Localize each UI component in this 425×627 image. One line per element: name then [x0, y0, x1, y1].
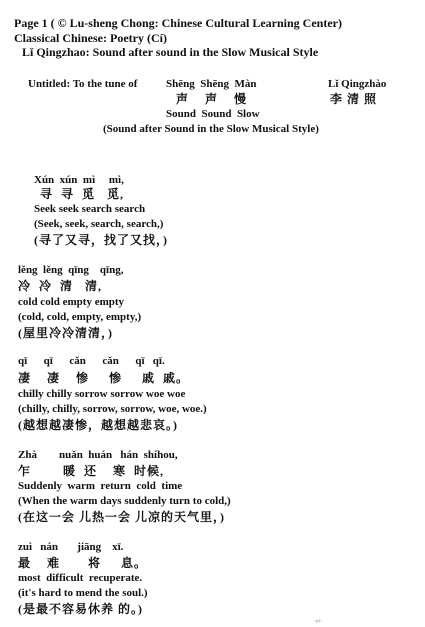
stanza-5-literal: most difficult recuperate.: [18, 572, 143, 584]
stanza-5-pinyin: zuì nán jiāng xī.: [18, 541, 124, 553]
stanza-2-pinyin: lěng lěng qīng qīng,: [18, 264, 124, 276]
author-pinyin: Lǐ Qingzhào: [328, 78, 387, 90]
stanza-1-translation: (Seek, seek, search, search,): [34, 218, 164, 230]
header-line-3: Lǐ Qingzhao: Sound after sound in the Slow Musical Style: [22, 45, 319, 59]
stanza-5-translation: (it's hard to mend the soul.): [18, 587, 148, 599]
stanza-2-literal: cold cold empty empty: [18, 296, 125, 308]
stanza-4-translation: (When the warm days suddenly turn to cold,): [18, 495, 231, 507]
stanza-4-modern: (在这一会 儿热一会 儿凉的天气里，): [18, 510, 225, 524]
subtitle: (Sound after Sound in the Slow Musical Style): [103, 123, 319, 135]
header-line-2: Classical Chinese: Poetry (Cí): [14, 31, 167, 45]
stanza-1-literal: Seek seek search search: [34, 203, 146, 215]
stanza-2-hanzi: 冷 冷 清 清,: [18, 279, 103, 293]
stanza-1-modern: (寻了又寻，找了又找，): [34, 233, 168, 247]
tune-english: Sound Sound Slow: [166, 108, 260, 120]
stanza-2-modern: (屋里冷冷清清，): [18, 326, 113, 340]
stanza-1-hanzi: 寻 寻 觅 觅,: [40, 187, 125, 201]
stanza-2-translation: (cold, cold, empty, empty,): [18, 311, 142, 323]
stanza-4-literal: Suddenly warm return cold time: [18, 480, 183, 492]
stanza-4-hanzi: 乍 暖 还 寒 时候,: [18, 464, 165, 478]
stanza-5-modern: (是最不容易休养 的。): [18, 602, 143, 616]
stanza-3-pinyin: qī qī cǎn cǎn qī qī.: [18, 355, 165, 367]
stanza-3-modern: (越想越凄惨，越想越悲哀。): [18, 418, 178, 432]
author-hanzi: 李 清 照: [330, 92, 378, 106]
stanza-5-hanzi: 最 难 将 息。: [18, 556, 148, 570]
stanza-1-pinyin: Xún xún mì mì,: [34, 174, 124, 186]
stanza-3-literal: chilly chilly sorrow sorrow woe woe: [18, 388, 186, 400]
tune-hanzi: 声 声 慢: [176, 92, 248, 106]
page-mark: ~p4~: [314, 618, 323, 623]
tune-pinyin: Shēng Shēng Màn: [166, 78, 257, 90]
header-line-1: Page 1 ( © Lu-sheng Chong: Chinese Cultural Learning Center): [14, 16, 342, 30]
stanza-4-pinyin: Zhà nuǎn huán hán shíhou,: [18, 449, 178, 461]
untitled-label: Untitled: To the tune of: [28, 78, 138, 90]
stanza-3-translation: (chilly, chilly, sorrow, sorrow, woe, woe.): [18, 403, 207, 415]
stanza-3-hanzi: 凄 凄 惨 惨 戚 戚。: [18, 371, 190, 385]
